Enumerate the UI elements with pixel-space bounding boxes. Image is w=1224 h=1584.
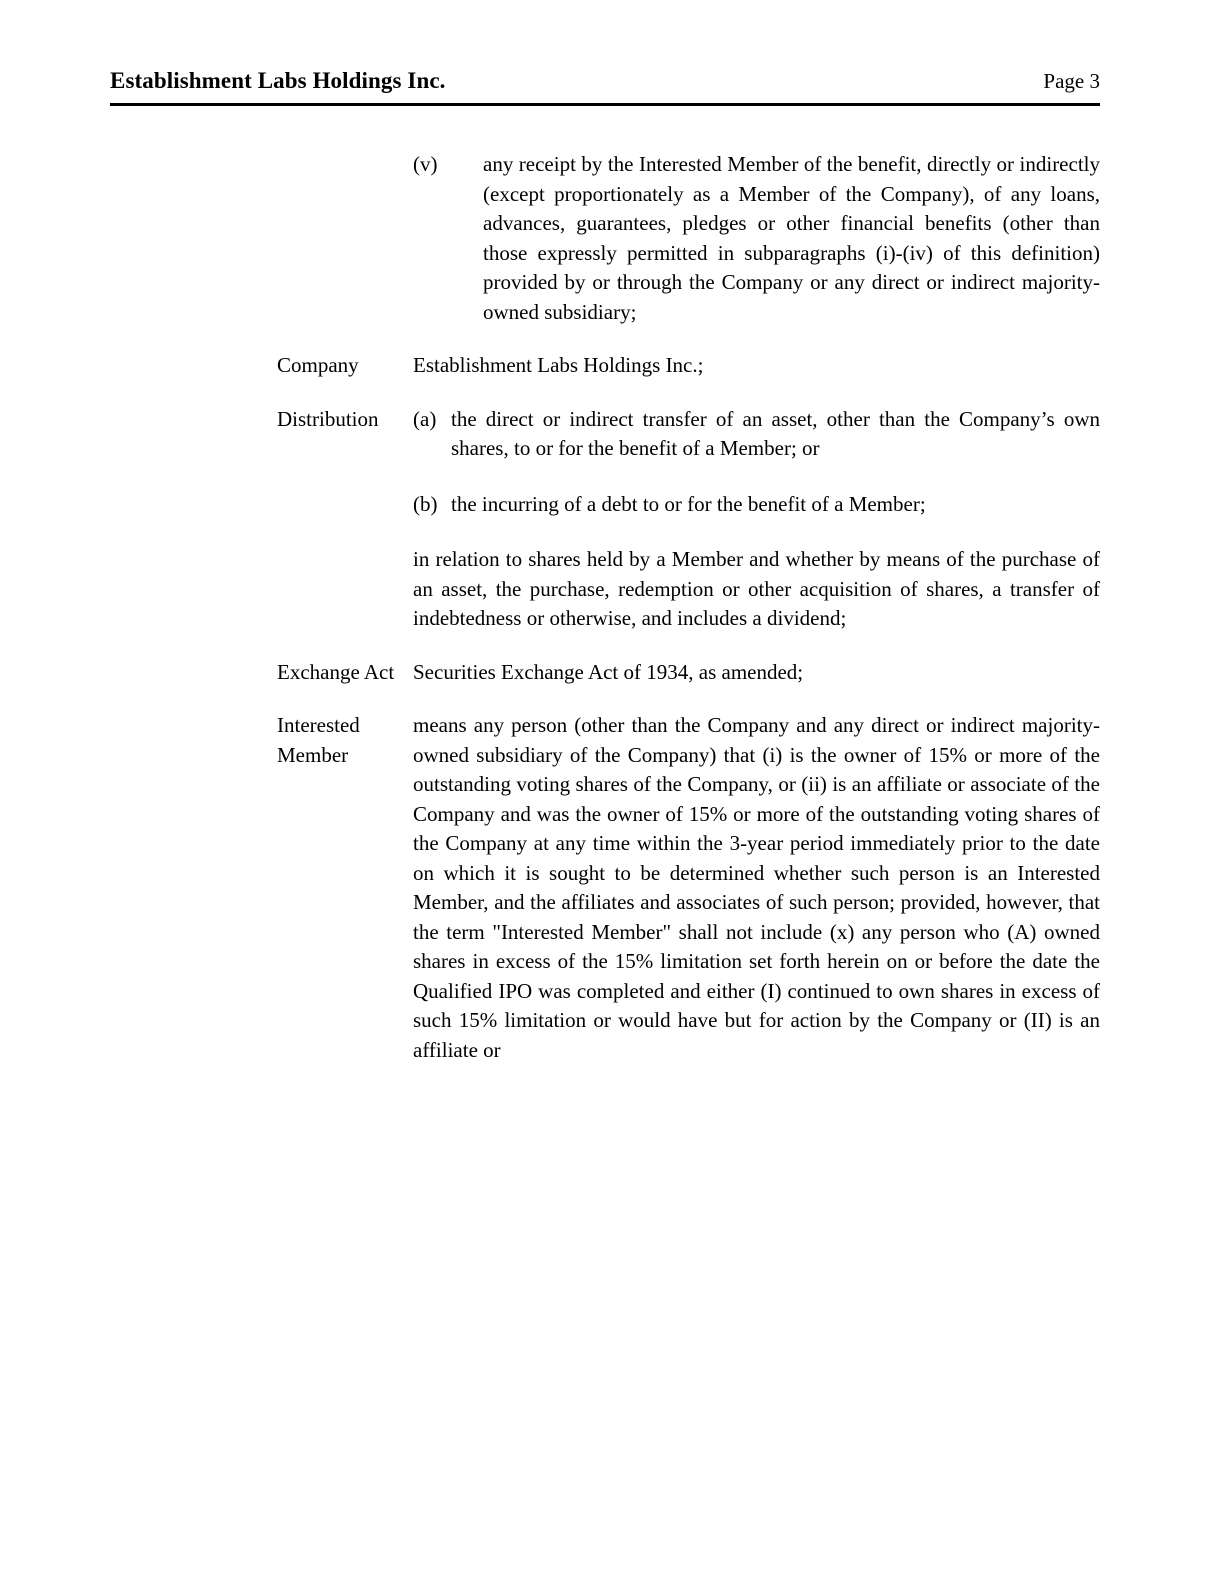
definition-row-distribution [110,405,1100,634]
definition-trailing-paragraph: in relation to shares held by a Member and whether by means of the purchase of an asset, the purchase, redemption or other acquisition of shares, a transfer of indebtedness or otherwise, and includes a dividend; [413,547,1100,630]
definition-row-company [110,351,1100,381]
list-item-text: any receipt by the Interested Member of the benefit, directly or indirectly (except proportionately as a Member of the Company), of any loans, advances, guarantees, pledges or other financial benefits (other than those expressly permitted in subparagraphs (i)-(iv) of this definition) provided by or through the Company or any direct or indirect majority-owned subsidiary; [483,152,1100,324]
definition-row-continued [110,150,1100,327]
term-label-interested-member: Interested Member [277,713,360,767]
definition-paragraph: Establishment Labs Holdings Inc.; [413,353,704,377]
term-label-exchange-act: Exchange Act [277,659,395,684]
definition-content-interested-member [413,711,1100,1065]
list-item-text: the incurring of a debt to or for the benefit of a Member; [451,491,926,516]
definition-row-interested-member [110,711,1100,1065]
document-body [110,150,1100,1065]
list-item [413,490,1100,520]
definition-paragraph: Securities Exchange Act of 1934, as amended; [413,659,804,684]
list-item-text: the direct or indirect transfer of an asset, other than the Company’s own shares, to or for the benefit of a Member; or [451,406,1100,460]
header-company-name: Establishment Labs Holdings Inc. [110,68,446,93]
term-label-distribution: Distribution [277,406,379,431]
page-header [110,68,1100,106]
term-label-company: Company [277,353,359,377]
list-item-marker: (v) [413,152,438,176]
definition-content-company [413,351,1100,381]
list-item-marker: (a) [413,406,437,431]
definition-content-continued [413,150,1100,327]
header-page-number: Page 3 [1043,69,1100,93]
list-item [413,150,1100,327]
definition-content-exchange-act [413,658,1100,688]
definition-row-exchange-act [110,658,1100,688]
list-item [413,405,1100,464]
list-item-marker: (b) [413,491,438,516]
definition-content-distribution [413,405,1100,634]
definition-paragraph: means any person (other than the Company and any direct or indirect majority-owned subsidiary of the Company) that (i) is the owner of 15% or more of the outstanding voting shares of the Company, or (ii) is an affiliate or associate of the Company and was the owner of 15% or more of the outstanding voting shares of the Company at any time within the 3-year period immediately prior to the date on which it is sought to be determined whether such person is an Interested Member, and the affiliates and associates of such person; provided, however, that the term "Interested Member" shall not include (x) any person who (A) owned shares in excess of the 15% limitation set forth herein on or before the date the Qualified IPO was completed and either (I) continued to own shares in excess of such 15% limitation or would have but for action by the Company or (II) is an affiliate or [413,713,1100,1062]
